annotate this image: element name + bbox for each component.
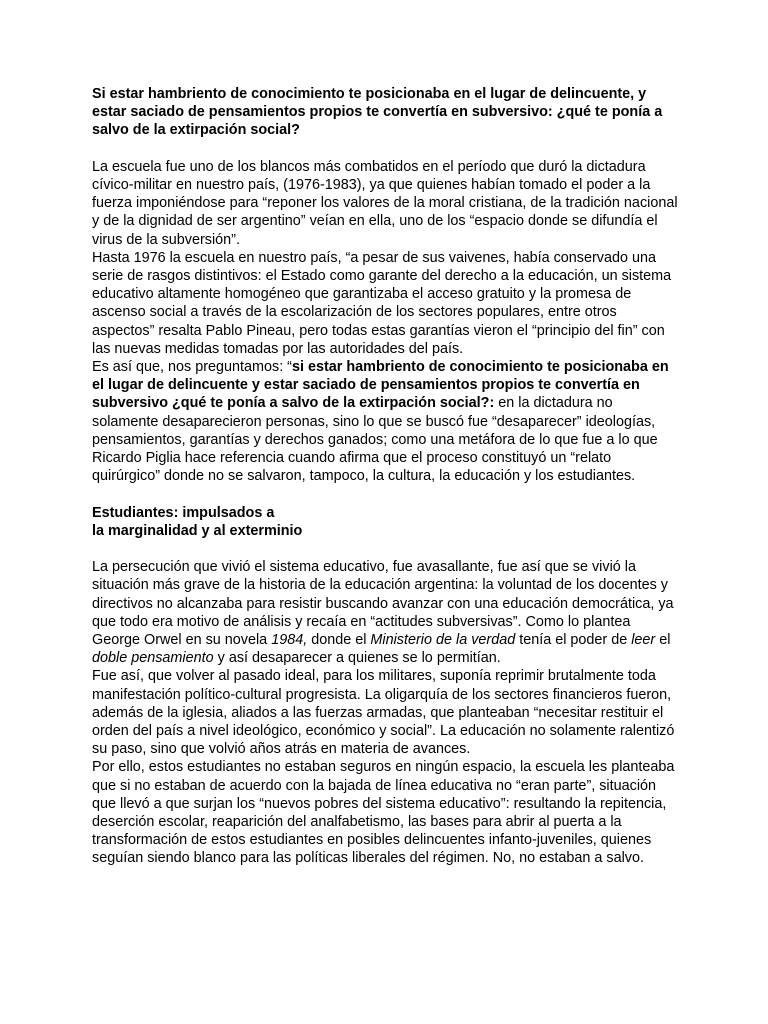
novel-title: 1984, [271,632,308,649]
section-heading-line-1: Estudiantes: impulsados a [92,504,275,521]
spacer [92,485,678,503]
paragraph-3 [92,358,678,485]
spacer [92,140,678,158]
paragraph-3-lead: Es así que, nos preguntamos: “ [92,359,292,376]
italic-doble-pensamiento: doble pensamiento [92,650,214,667]
paragraph-3-rest: en la dictadura no solamente desaparecieron personas, sino lo que se buscó fue “desaparecer” ideologías, pensamientos, garantías y derechos ganados; como una metáfora de lo que fue a lo que Ricardo Piglia hace referencia cuando afirma que el proceso constituyó un “relato quirúrgico” donde no se salvaron, tampoco, la cultura, la educación y los estudiantes. [92,395,658,485]
paragraph-6: Por ello, estos estudiantes no estaban seguros en ningún espacio, la escuela les planteaba que si no estaban de acuerdo con la bajada de línea educativa no “eran parte”, situación que llevó a que surjan los “nuevos pobres del sistema educativo”: resultando la repitencia, deserción escolar, reaparición del analfabetismo, las bases para abrir al puerta a la transformación de estos estudiantes en posibles delincuentes infanto-juveniles, quienes seguían siendo blanco para las políticas liberales del régimen. No, no estaban a salvo. [92,759,675,867]
paragraph-4-text: el [655,632,671,649]
spacer [92,540,678,558]
paragraph-4-text: donde el [307,632,371,649]
italic-word-leer: leer [631,632,656,649]
paragraph-4 [92,558,678,667]
paragraph-2: Hasta 1976 la escuela en nuestro país, “a pesar de sus vaivenes, había conservado una serie de rasgos distintivos: el Estado como garante del derecho a la educación, un sistema educativo altamente homogéneo que garantizaba el acceso gratuito y la promesa de ascenso social a través de la escolarización de los sectores populares, entre otros aspectos” resalta Pablo Pineau, pero todas estas garantías vieron el “principio del fin” con las nuevas medidas tomadas por las autoridades del país. [92,249,672,357]
paragraph-3-bold-question: si estar hambriento de conocimiento te posicionaba en el lugar de delincuente y estar saciado de pensamientos propios te convertía en subversivo ¿qué te ponía a salvo de la extirpación social?: [92,359,669,412]
paragraph-5: Fue así, que volver al pasado ideal, para los militares, suponía reprimir brutalmente toda manifestación político-cultural progresista. La oligarquía de los sectores financieros fueron, además de la iglesia, aliados a las fuerzas armadas, que planteaban “necesitar restituir el orden del país a nivel ideológico, económico y social”. La educación no solamente ralentizó su paso, sino que volvió años atrás en materia de avances. [92,668,675,758]
document-heading: Si estar hambriento de conocimiento te posicionaba en el lugar de delincuente, y estar saciado de pensamientos propios te convertía en subversivo: ¿qué te ponía a salvo de la extirpación social? [92,86,663,139]
paragraph-4-text: y así desaparecer a quienes se lo permitían. [213,650,501,667]
document-page [92,85,678,868]
paragraph-4-text: tenía el poder de [515,632,632,649]
section-heading-line-2: la marginalidad y al exterminio [92,522,303,539]
paragraph-4-text: La persecución que vivió el sistema educativo, fue avasallante, fue así que se vivió la situación más grave de la historia de la educación argentina: la voluntad de los docentes y directivos no alcanzaba para resistir buscando avanzar con una educación democrática, ya que todo era motivo de análisis y recaía en “actitudes subversivas”. Como lo plantea George Orwel en su novela [92,559,674,649]
ministry-name: Ministerio de la verdad [370,632,516,649]
paragraph-1: La escuela fue uno de los blancos más combatidos en el período que duró la dictadura cívico-militar en nuestro país, (1976-1983), ya que quienes habían tomado el poder a la fuerza imponiéndose para “reponer los valores de la moral cristiana, de la tradición nacional y de la dignidad de ser argentino” veían en ella, uno de los “espacio donde se difundía el virus de la subversión”. [92,158,678,248]
